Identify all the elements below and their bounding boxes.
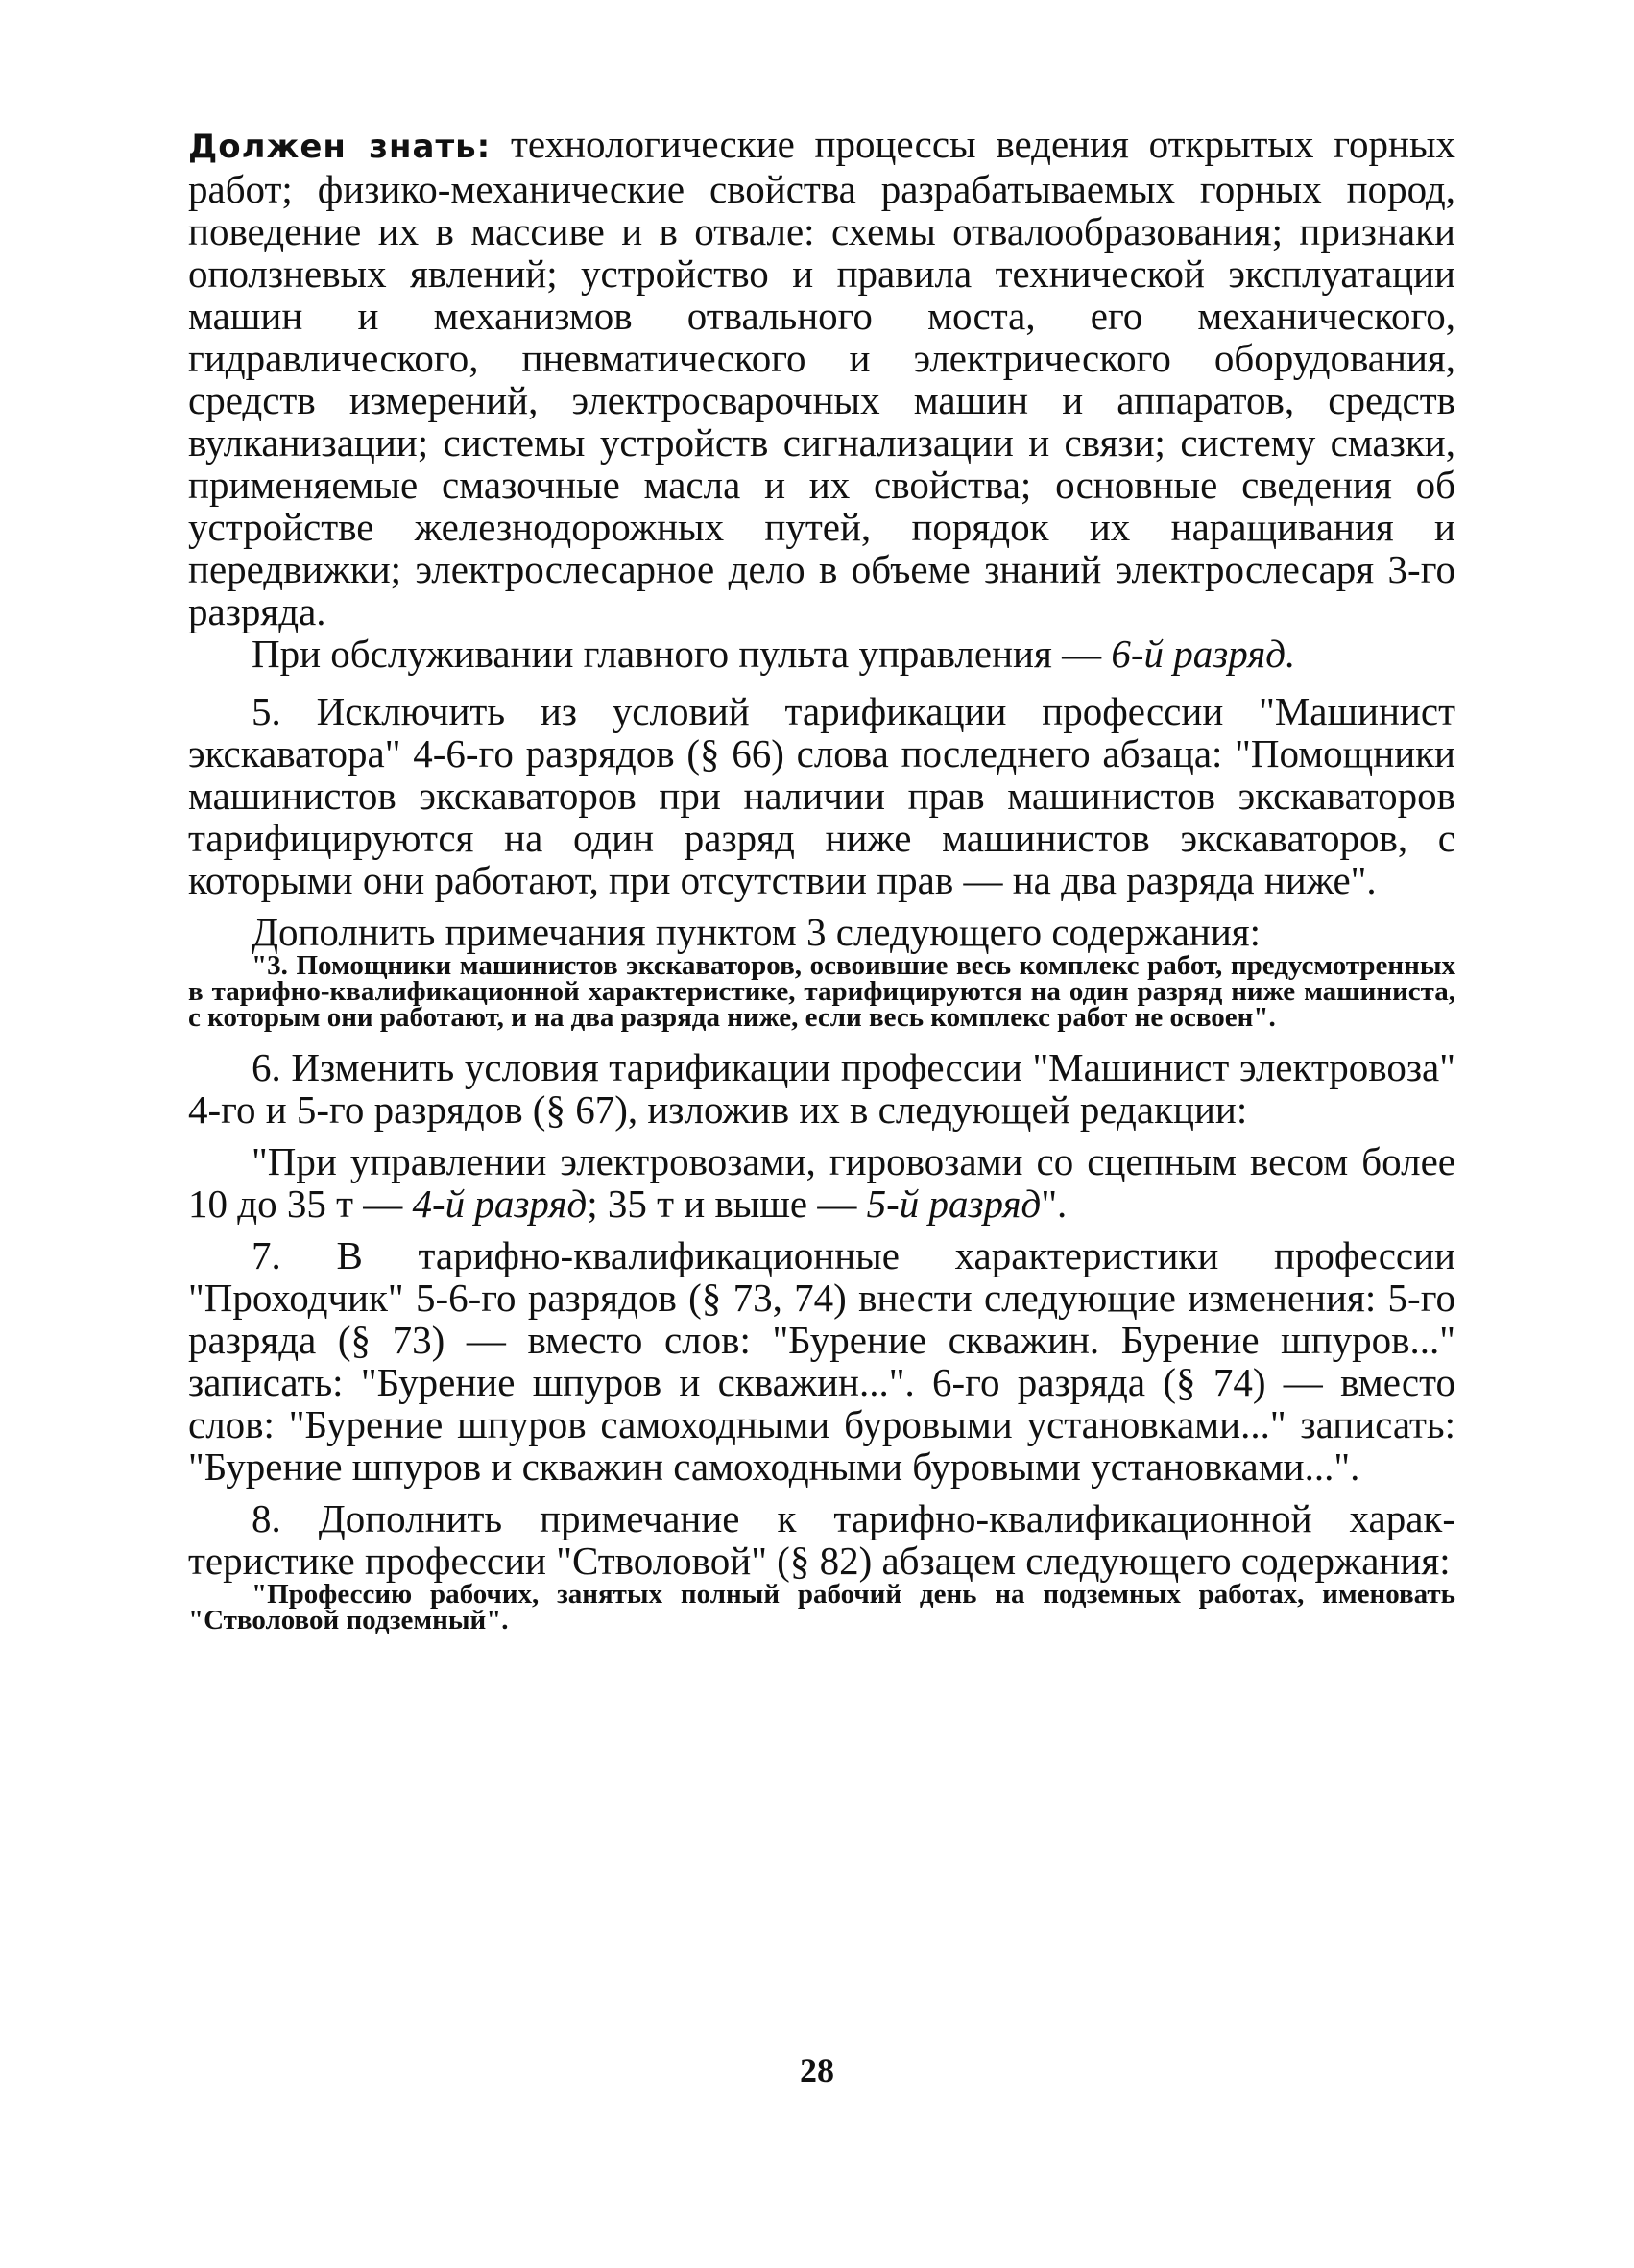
rank-4-italic: 4-й разряд <box>412 1182 588 1226</box>
paragraph-item-7: 7. В тарифно-квалификационные характеристики профессии "Проходчик" 5-6-го разрядов (§ 73, 74) внести следующие изменения: 5-го разряда (§ 73) — вместо слов: "Бурение скважин. Бурение шпуров..." записать: "Бурение шпуров и скважин...". 6-го разряда (§ 74) — вместо слов: "Бурение шпуров самоходными буровыми установками..." записать: "Бурение шпуров и скважин самоходными буровыми установками...". <box>188 1233 1455 1489</box>
paragraph-item-5: 5. Исключить из условий тарификации профессии "Машинист экскаватора" 4-6-го разрядов (§ 66) слова последнего абзаца: "Помощники машинистов экскаваторов при наличии прав машинистов экскаваторов тарифицируются на один разряд ниже машинистов экскаваторов, с которыми они работают, при отсутствии прав — на два разряда ниже". <box>188 689 1455 902</box>
paragraph-electric-locomotives-text-c: ". <box>1041 1182 1068 1226</box>
rank-5-italic: 5-й разряд <box>866 1182 1042 1226</box>
rank-6-italic: 6-й разряд. <box>1111 632 1296 676</box>
note-excavator-assistants: "3. Помощники машинистов экскаваторов, освоившие весь комплекс работ, предусмотренных в тарифно-квалификационной характеристике, тарифицируются на один разряд ниже машиниста, с которым они работают, и на два разряда ниже, если весь комплекс работ не освоен". <box>188 950 1455 1033</box>
note-shaft-worker: "Профессию рабочих, занятых полный рабочий день на подземных работах, именовать "Стволовой подземный". <box>188 1579 1455 1635</box>
paragraph-main-console-text: При обслуживании главного пульта управления — <box>252 632 1112 676</box>
paragraph-electric-locomotives-text-a: "При управлении электровозами, гировозами со сцепным весом более 10 до 35 т — <box>188 1139 1455 1226</box>
lead-phrase: Должен знать: <box>188 128 492 166</box>
paragraph-must-know <box>188 123 1455 633</box>
paragraph-electric-locomotives <box>188 1140 1455 1225</box>
paragraph-item-6: 6. Изменить условия тарификации профессии "Машинист электровоза" 4-го и 5-го разрядов (§ 67), изложив их в следующей редакции: <box>188 1045 1455 1132</box>
paragraph-electric-locomotives-text-b: ; 35 т и выше — <box>587 1182 867 1226</box>
text-column <box>188 123 1455 1634</box>
paragraph-item-8: 8. Дополнить примечание к тарифно-квалификационной характеристике профессии "Стволовой" (§ 82) абзацем следующего содержания: <box>188 1496 1455 1583</box>
page-number: 28 <box>800 2051 834 2089</box>
paragraph-main-console <box>188 633 1455 675</box>
paragraph-add-notes: Дополнить примечания пунктом 3 следующего содержания: <box>252 910 1262 954</box>
paragraph-must-know-body: технологические процессы ведения открытых горных работ; физико-механические свойства разрабатываемых горных пород, поведение их в массиве и в отвале: схемы отвалообразования; признаки оползневых явлений; устройство и правила технической эксплуатации машин и механизмов отвального моста, его механического, гидравлического, пневматического и электрического оборудования, средств измерений, электросварочных машин и аппаратов, средств вулканизации; системы устройств сигнализации и связи; систему смазки, применяемые смазочные масла и их свойства; основные сведения об устройстве железнодорожных путей, порядок их наращивания и передвижки; электрослесарное дело в объеме знаний электрослесаря 3-го разряда. <box>188 122 1456 633</box>
